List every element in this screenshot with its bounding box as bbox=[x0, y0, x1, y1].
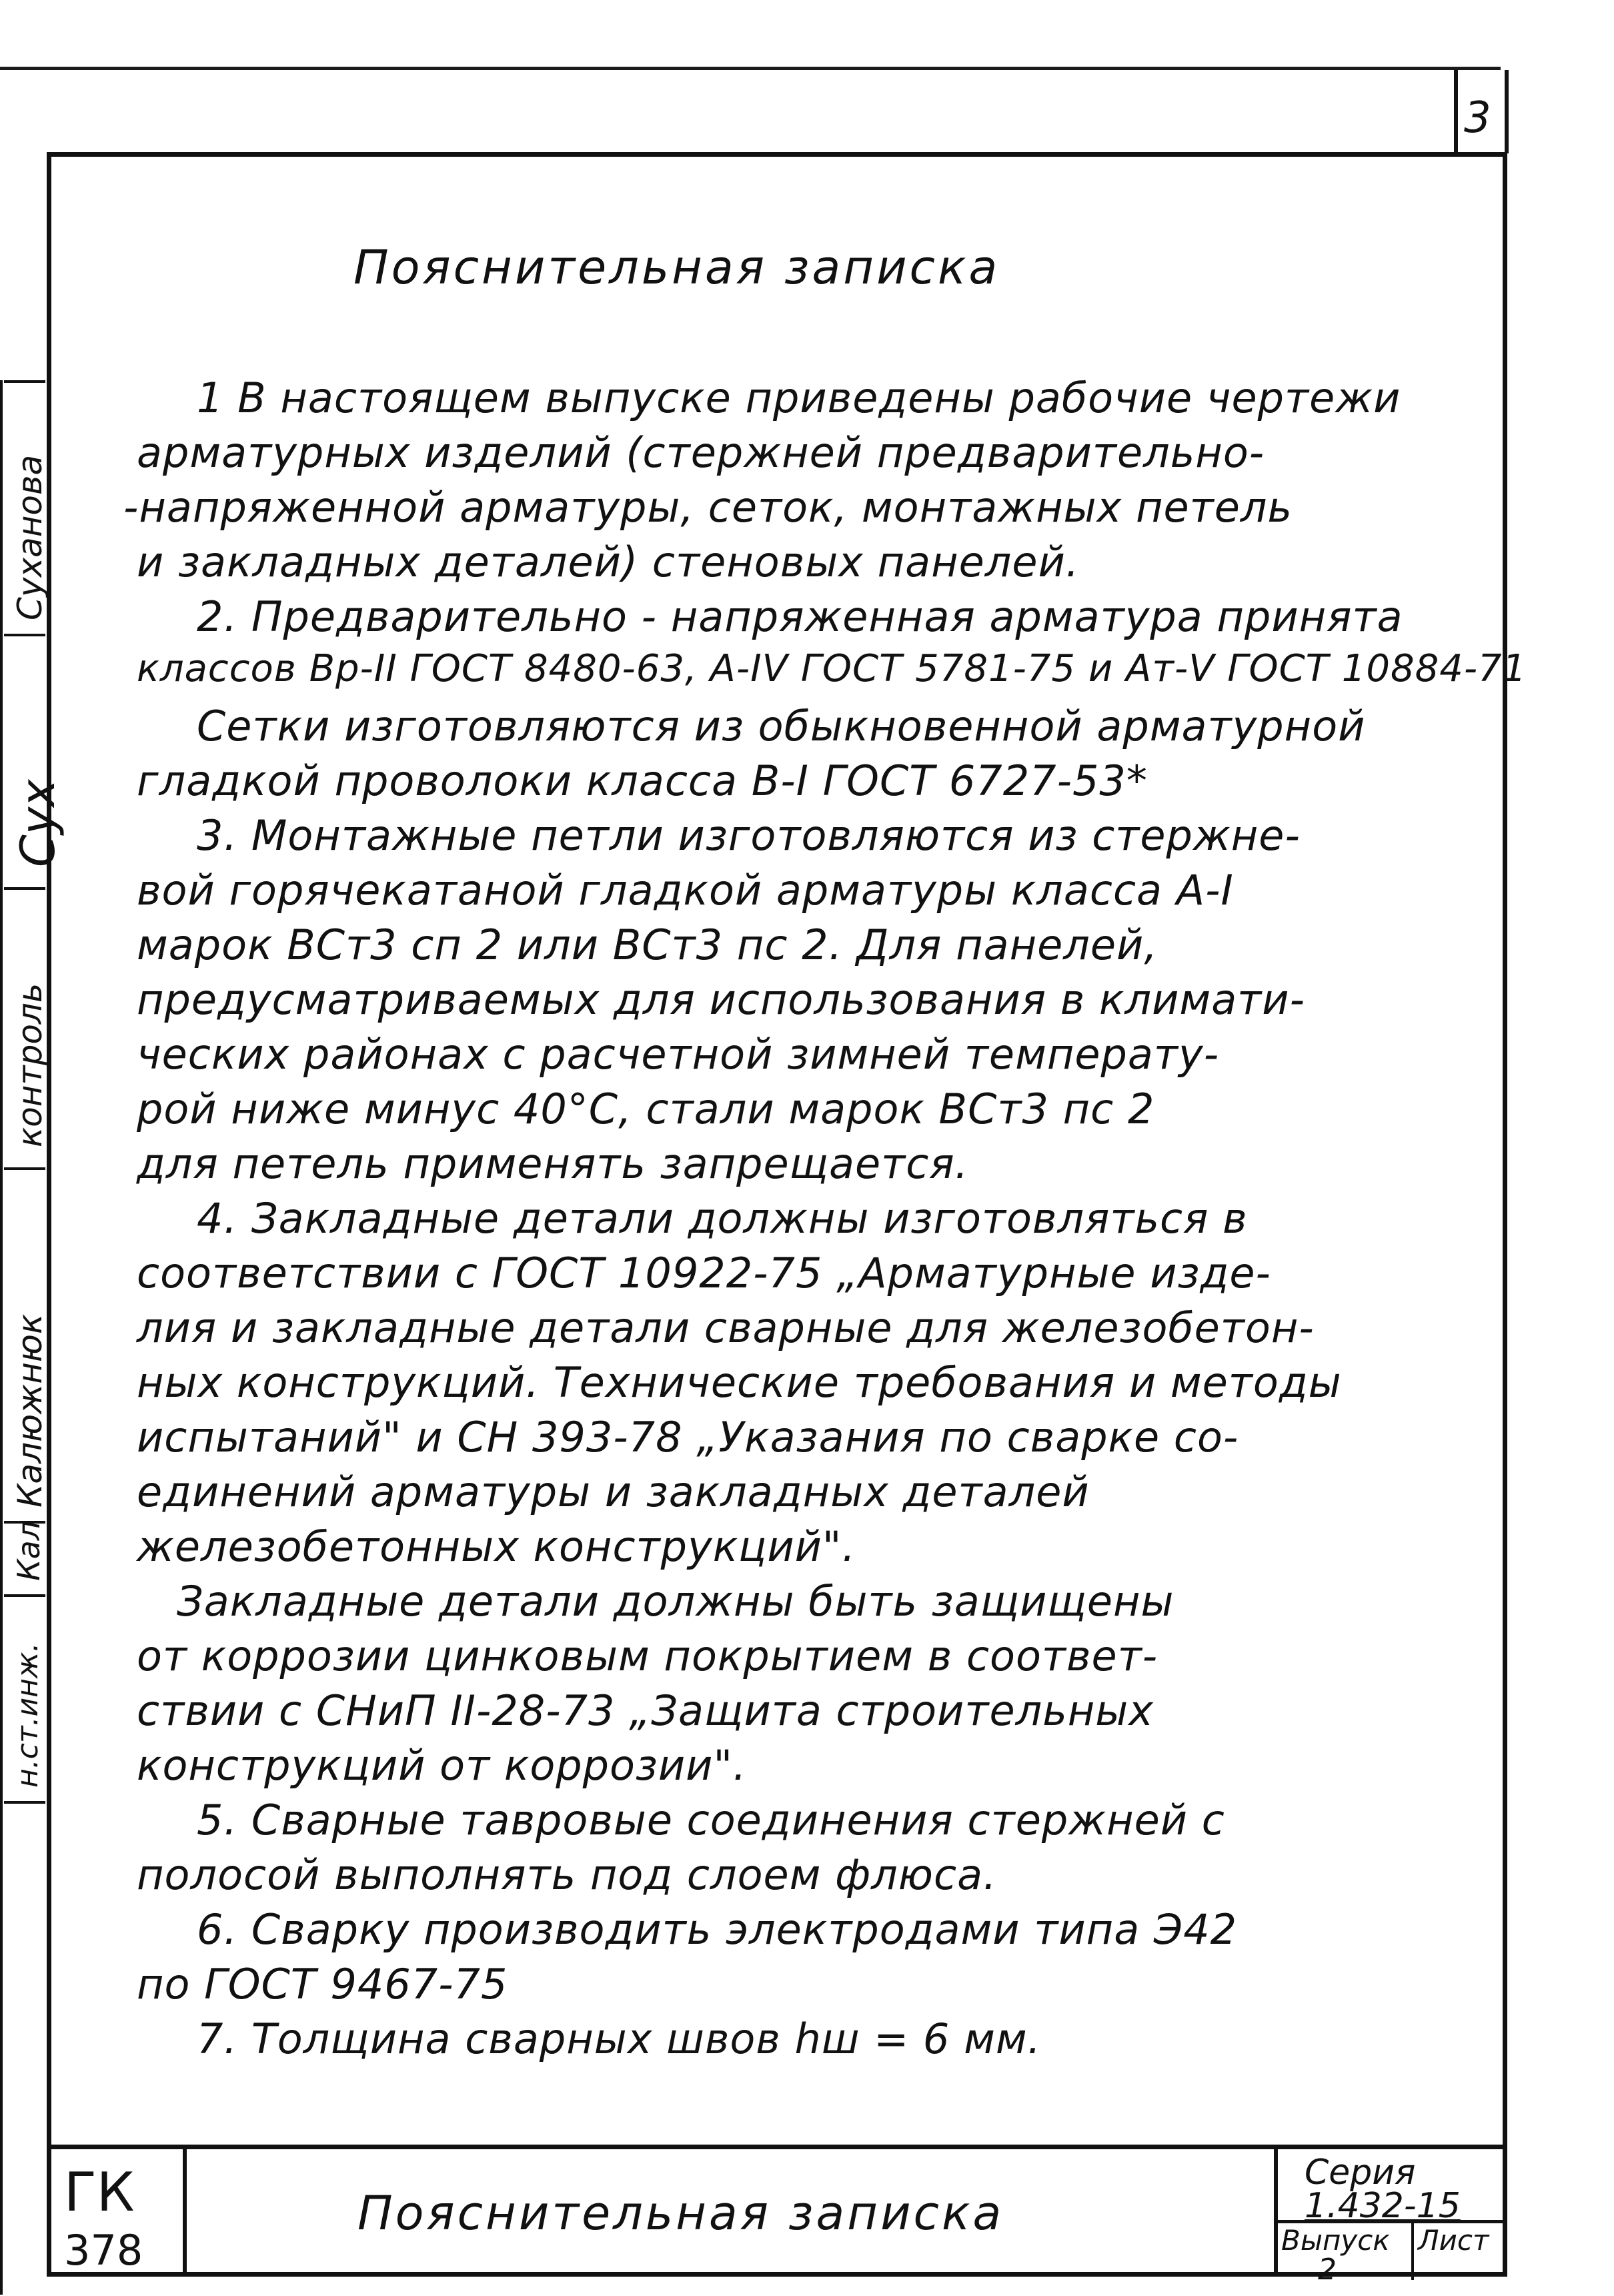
body-line: классов Вр-II ГОСТ 8480-63, А-IV ГОСТ 5781-75 и Ат-V ГОСТ 10884-71 bbox=[137, 647, 1527, 690]
body-line: Сетки изготовляются из обыкновенной арматурной bbox=[197, 702, 1366, 750]
margin-control: контроль bbox=[11, 983, 49, 1147]
title-block-sheet-label: Лист bbox=[1418, 2224, 1489, 2257]
body-line: 7. Толщина сварных швов hш = 6 мм. bbox=[197, 2015, 1042, 2063]
body-line: конструкций от коррозии". bbox=[137, 1741, 747, 1790]
body-line: рой ниже минус 40°С, стали марок ВСт3 пс 2 bbox=[137, 1085, 1155, 1133]
margin-cell-end bbox=[4, 1801, 45, 1817]
body-line: предусматриваемых для использования в климати- bbox=[137, 975, 1305, 1024]
body-line: гладкой проволоки класса В-I ГОСТ 6727-53* bbox=[137, 756, 1148, 805]
body-line: ческих районах с расчетной зимней температу- bbox=[137, 1030, 1220, 1079]
title-block-issue-label: Выпуск bbox=[1281, 2224, 1390, 2257]
margin-norm: Калюжнюк bbox=[11, 1313, 49, 1508]
body-line: ствии с СНиП II-28-73 „Защита строительных bbox=[137, 1686, 1154, 1735]
body-line: единений арматуры и закладных деталей bbox=[137, 1468, 1090, 1516]
body-line: 3. Монтажные петли изготовляются из стержне- bbox=[197, 811, 1301, 860]
body-line: арматурных изделий (стержней предварительно- bbox=[137, 428, 1265, 477]
body-line: 5. Сварные тавровые соединения стержней с bbox=[197, 1796, 1225, 1844]
body-line: Закладные детали должны быть защищены bbox=[177, 1577, 1174, 1626]
title-block-divider bbox=[1411, 2220, 1414, 2280]
sheet-number: 3 bbox=[1464, 93, 1491, 143]
margin-dept: н.ст.инж. bbox=[11, 1642, 45, 1788]
body-line: испытаний" и СН 393-78 „Указания по сварке со- bbox=[137, 1413, 1239, 1462]
title-block-series-number: 1.432-15 bbox=[1305, 2186, 1461, 2226]
body-line: железобетонных конструкций". bbox=[137, 1522, 856, 1571]
body-line: для петель применять запрещается. bbox=[137, 1139, 969, 1188]
body-line: 2. Предварительно - напряженная арматура принята bbox=[197, 592, 1403, 641]
margin-strip-line bbox=[0, 380, 3, 2295]
body-line: и закладных деталей) стеновых панелей. bbox=[137, 538, 1080, 586]
body-line: марок ВСт3 сп 2 или ВСт3 пс 2. Для панелей, bbox=[137, 921, 1158, 969]
margin-name-1: Суханова bbox=[11, 454, 49, 620]
margin-signature-1: Сух bbox=[11, 779, 65, 867]
top-rule bbox=[0, 67, 1501, 70]
title-block-series-label: Серия bbox=[1305, 2153, 1416, 2193]
body-line: вой горячекатаной гладкой арматуры класса А-I bbox=[137, 866, 1234, 915]
body-line: ных конструкций. Технические требования и методы bbox=[137, 1358, 1342, 1407]
title-block-issue-value: 2 bbox=[1318, 2253, 1337, 2287]
body-line: -напряженной арматуры, сеток, монтажных петель bbox=[123, 483, 1293, 532]
title-block bbox=[51, 2145, 1505, 2287]
body-line: полосой выполнять под слоем флюса. bbox=[137, 1850, 997, 1899]
body-line: 4. Закладные детали должны изготовляться в bbox=[197, 1194, 1248, 1243]
body-line: по ГОСТ 9467-75 bbox=[137, 1960, 508, 2008]
body-line: соответствии с ГОСТ 10922-75 „Арматурные изде- bbox=[137, 1249, 1271, 1297]
body-line: от коррозии цинковым покрытием в соответ- bbox=[137, 1632, 1158, 1680]
title-block-divider bbox=[1274, 2149, 1278, 2276]
body-line: 6. Сварку производить электродами типа Э42 bbox=[197, 1905, 1238, 1954]
margin-signature-2: Кал bbox=[11, 1520, 47, 1581]
title-block-divider bbox=[183, 2149, 187, 2276]
title-block-code-bottom: 378 bbox=[64, 2226, 143, 2275]
page-title: Пояснительная записка bbox=[353, 240, 1000, 295]
body-line: 1 В настоящем выпуске приведены рабочие чертежи bbox=[197, 374, 1401, 422]
body-line: лия и закладные детали сварные для железобетон- bbox=[137, 1303, 1315, 1352]
title-block-code-top: ГК bbox=[64, 2161, 135, 2223]
title-block-title: Пояснительная записка bbox=[357, 2186, 1004, 2241]
